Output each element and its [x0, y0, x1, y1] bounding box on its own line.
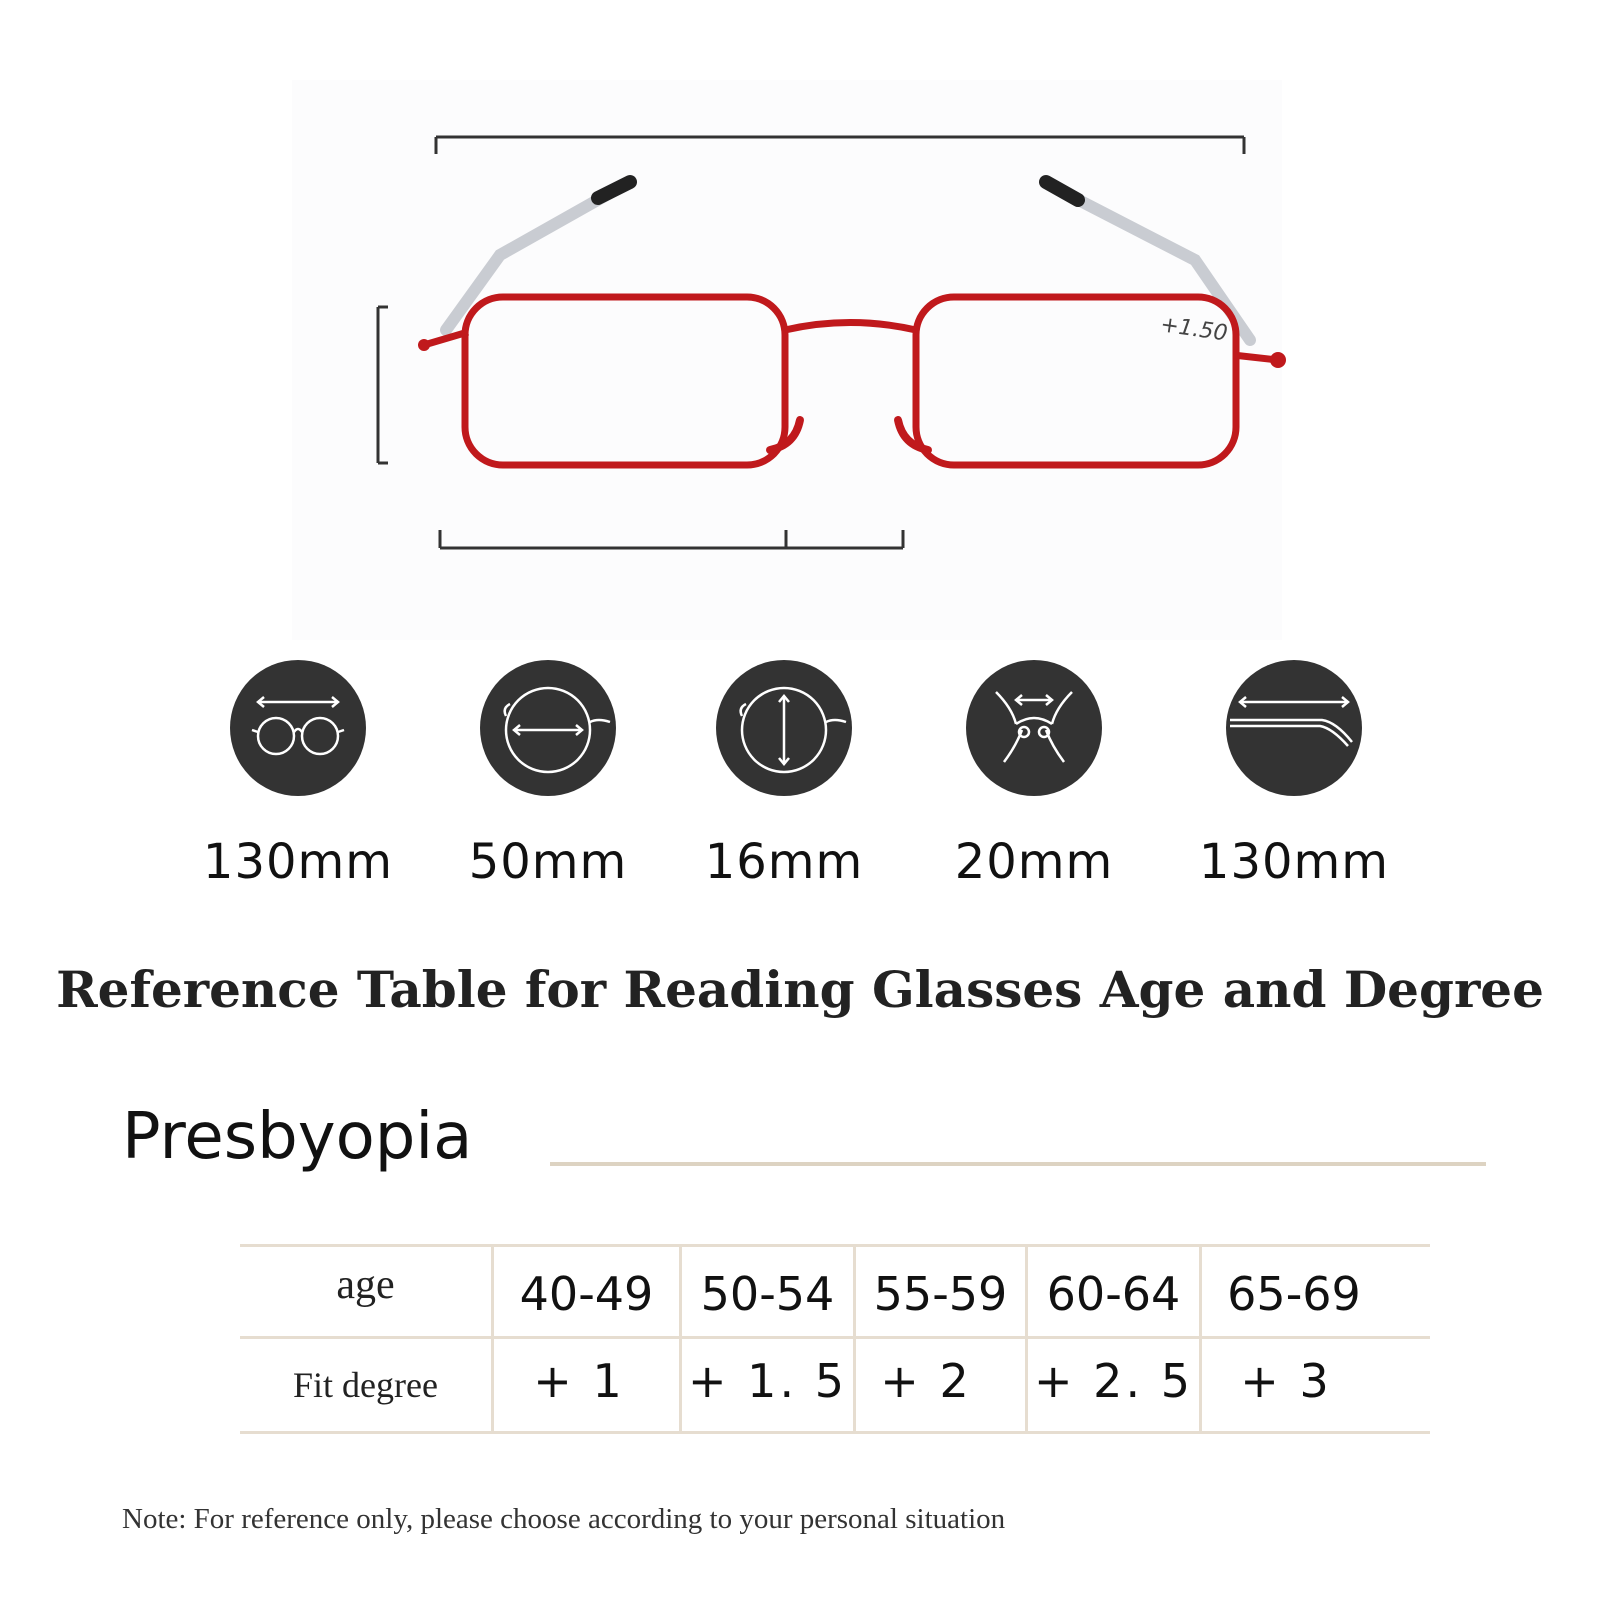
spec-lens-width	[428, 660, 668, 890]
degree-cell: + 1. 5	[688, 1354, 847, 1408]
age-cell: 40-49	[519, 1267, 654, 1321]
page-title: Reference Table for Reading Glasses Age and Degree	[56, 960, 1544, 1019]
lens-bridge-dimension-line	[440, 530, 903, 548]
lens-height-icon	[716, 660, 852, 796]
lens-height-dimension-line	[378, 307, 388, 463]
section-divider	[550, 1162, 1486, 1166]
glasses-frame	[424, 297, 1278, 465]
degree-row-label: Fit degree	[293, 1365, 438, 1405]
degree-cell: + 3	[1240, 1354, 1332, 1408]
spec-value: 130mm	[202, 834, 394, 890]
glasses-illustration	[0, 0, 1600, 650]
spec-value: 16mm	[704, 834, 864, 890]
age-cell: 55-59	[873, 1267, 1008, 1321]
age-degree-table	[240, 1244, 1430, 1434]
table-border-bottom	[240, 1431, 1430, 1434]
spec-lens-height	[664, 660, 904, 890]
degree-cell: + 2	[880, 1354, 972, 1408]
age-cell: 50-54	[700, 1267, 835, 1321]
temple-length-icon	[1226, 660, 1362, 796]
degree-cell: + 1	[533, 1354, 625, 1408]
spec-temple-length	[1174, 660, 1414, 890]
section-heading: Presbyopia	[122, 1100, 473, 1174]
age-row-label: age	[336, 1262, 395, 1308]
age-cell: 60-64	[1046, 1267, 1181, 1321]
lens-marking: +1.50	[1158, 312, 1230, 347]
total-width-icon	[230, 660, 366, 796]
spec-total-width	[178, 660, 418, 890]
spec-bridge-width	[914, 660, 1154, 890]
age-cell: 65-69	[1227, 1267, 1361, 1321]
degree-cell: + 2. 5	[1034, 1354, 1193, 1408]
spec-value: 20mm	[954, 834, 1114, 890]
lens-width-icon	[480, 660, 616, 796]
total-width-dimension-line	[436, 137, 1244, 154]
spec-value: 130mm	[1198, 834, 1390, 890]
bridge-width-icon	[966, 660, 1102, 796]
temple-arms	[446, 182, 1250, 340]
spec-value: 50mm	[468, 834, 628, 890]
footnote: Note: For reference only, please choose according to your personal situation	[122, 1503, 1006, 1535]
